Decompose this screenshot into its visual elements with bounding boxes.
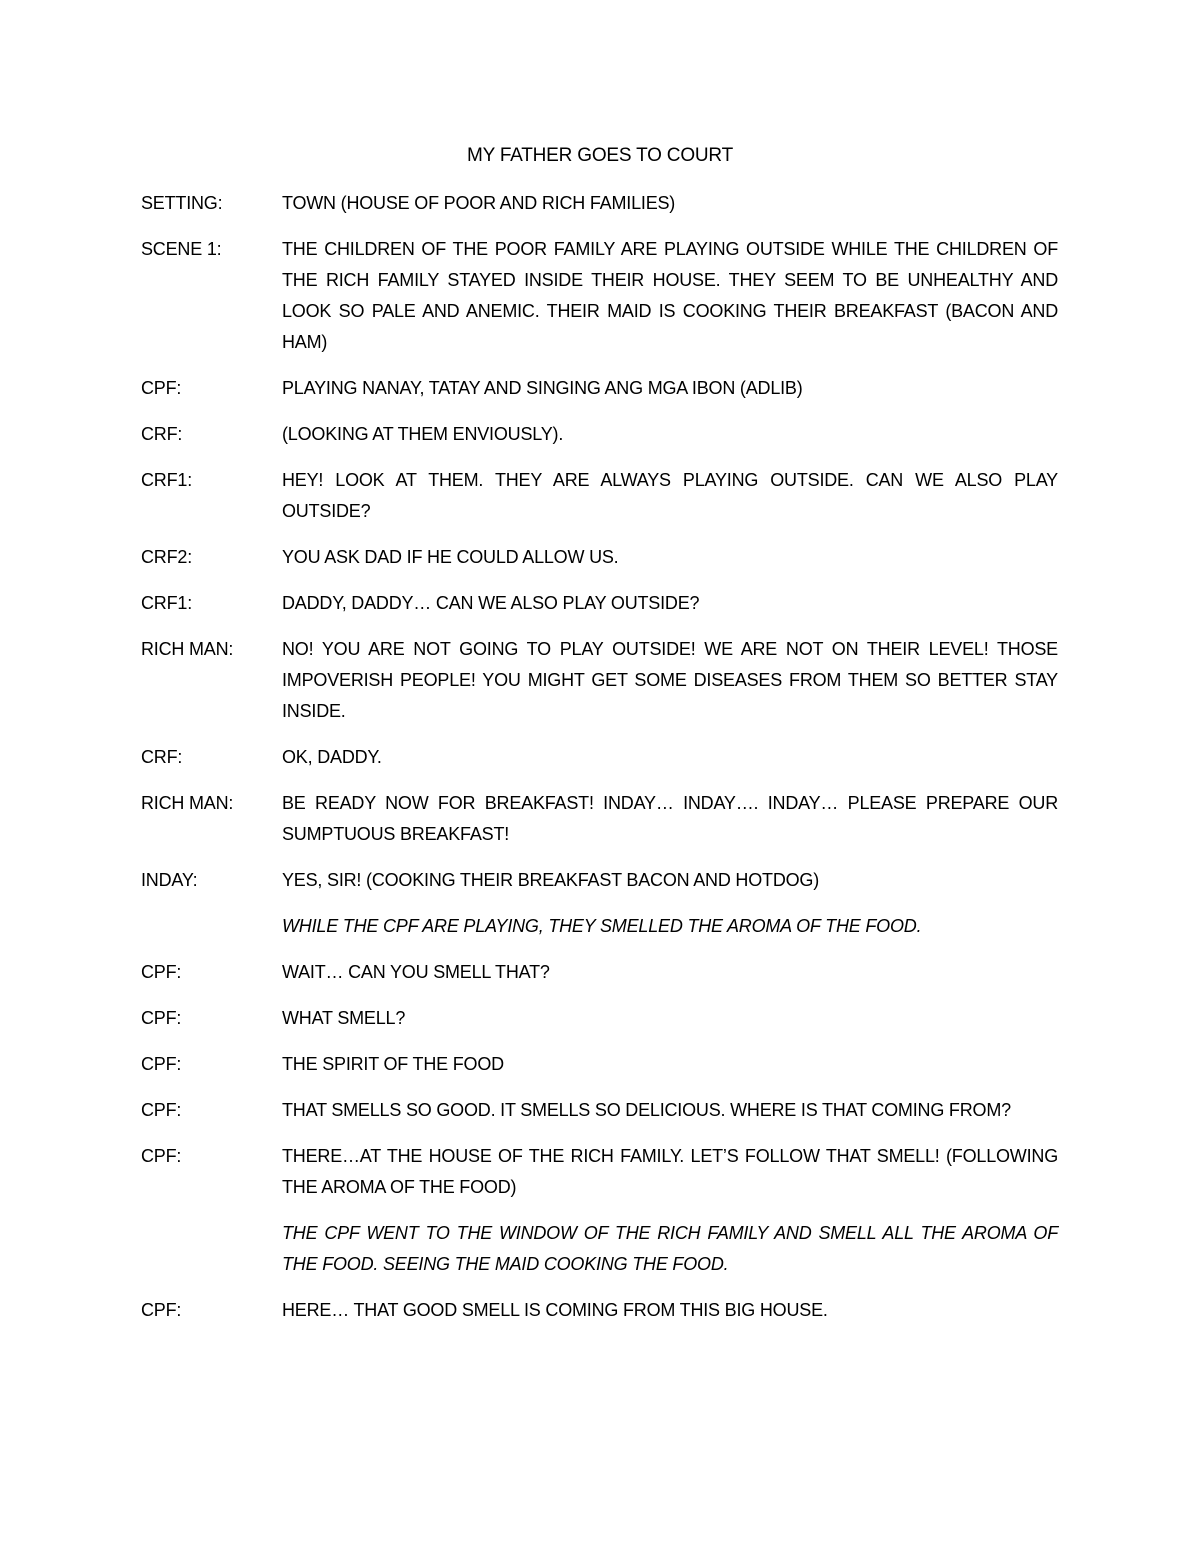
dialogue-text: NO! YOU ARE NOT GOING TO PLAY OUTSIDE! WE ARE NOT ON THEIR LEVEL! THOSE IMPOVERISH PEOPLE! YOU MIGHT GET SOME DISEASES FROM THEM SO BETTER STAY INSIDE. <box>282 639 1058 721</box>
speaker-label: CRF1: <box>141 470 193 490</box>
speaker-label: CPF: <box>141 1300 182 1320</box>
dialogue-text: HEY! LOOK AT THEM. THEY ARE ALWAYS PLAYING OUTSIDE. CAN WE ALSO PLAY OUTSIDE? <box>282 470 1058 521</box>
speaker-label: CRF1: <box>141 593 193 613</box>
dialogue-text: PLAYING NANAY, TATAY AND SINGING ANG MGA IBON (ADLIB) <box>282 378 803 398</box>
dialogue-text: OK, DADDY. <box>282 747 382 767</box>
dialogue-text: BE READY NOW FOR BREAKFAST! INDAY… INDAY…. INDAY… PLEASE PREPARE OUR SUMPTUOUS BREAKFAST! <box>282 793 1058 844</box>
script-entry <box>141 188 1058 219</box>
speaker-label: CPF: <box>141 1054 182 1074</box>
script-entry <box>141 865 1058 896</box>
speaker-label: CPF: <box>141 378 182 398</box>
speaker-label <box>141 911 282 942</box>
dialogue-text: YOU ASK DAD IF HE COULD ALLOW US. <box>282 547 619 567</box>
dialogue-text: YES, SIR! (COOKING THEIR BREAKFAST BACON AND HOTDOG) <box>282 870 820 890</box>
speaker-label: INDAY: <box>141 870 198 890</box>
script-entry <box>141 957 1058 988</box>
dialogue-text: DADDY, DADDY… CAN WE ALSO PLAY OUTSIDE? <box>282 593 700 613</box>
script-entry <box>141 1095 1058 1126</box>
page-title: MY FATHER GOES TO COURT <box>466 145 734 166</box>
stage-direction-text: THE CPF WENT TO THE WINDOW OF THE RICH FAMILY AND SMELL ALL THE AROMA OF THE FOOD. SEEING THE MAID COOKING THE FOOD. <box>282 1223 1058 1274</box>
stage-direction-text: WHILE THE CPF ARE PLAYING, THEY SMELLED THE AROMA OF THE FOOD. <box>282 916 922 936</box>
speaker-label: CPF: <box>141 1008 182 1028</box>
dialogue-text: (LOOKING AT THEM ENVIOUSLY). <box>282 424 564 444</box>
speaker-label: CPF: <box>141 1146 182 1166</box>
speaker-label <box>141 1218 282 1280</box>
speaker-label: CRF: <box>141 424 183 444</box>
stage-direction <box>141 1218 1058 1280</box>
script-entry <box>141 1003 1058 1034</box>
speaker-label: CPF: <box>141 1100 182 1120</box>
script-entry <box>141 373 1058 404</box>
speaker-label: CRF: <box>141 747 183 767</box>
script-entry <box>141 465 1058 527</box>
dialogue-text: THE SPIRIT OF THE FOOD <box>282 1054 504 1074</box>
speaker-label: SCENE 1: <box>141 239 222 259</box>
script-entry <box>141 634 1058 727</box>
script-entry <box>141 588 1058 619</box>
script-entry <box>141 1141 1058 1203</box>
speaker-label: RICH MAN: <box>141 639 234 659</box>
dialogue-text: HERE… THAT GOOD SMELL IS COMING FROM THIS BIG HOUSE. <box>282 1300 828 1320</box>
script-entry <box>141 742 1058 773</box>
dialogue-text: TOWN (HOUSE OF POOR AND RICH FAMILIES) <box>282 193 676 213</box>
script-entry <box>141 1049 1058 1080</box>
dialogue-text: WAIT… CAN YOU SMELL THAT? <box>282 962 550 982</box>
script-body <box>141 188 1058 1341</box>
script-entry <box>141 542 1058 573</box>
script-entry <box>141 1295 1058 1326</box>
script-entry <box>141 419 1058 450</box>
dialogue-text: THERE…AT THE HOUSE OF THE RICH FAMILY. LET’S FOLLOW THAT SMELL! (FOLLOWING THE AROMA OF THE FOOD) <box>282 1146 1058 1197</box>
script-entry <box>141 788 1058 850</box>
dialogue-text: WHAT SMELL? <box>282 1008 406 1028</box>
speaker-label: CRF2: <box>141 547 193 567</box>
script-entry <box>141 234 1058 358</box>
dialogue-text: THAT SMELLS SO GOOD. IT SMELLS SO DELICIOUS. WHERE IS THAT COMING FROM? <box>282 1100 1011 1120</box>
speaker-label: RICH MAN: <box>141 793 234 813</box>
stage-direction <box>141 911 1058 942</box>
dialogue-text: THE CHILDREN OF THE POOR FAMILY ARE PLAYING OUTSIDE WHILE THE CHILDREN OF THE RICH FAMILY STAYED INSIDE THEIR HOUSE. THEY SEEM TO BE UNHEALTHY AND LOOK SO PALE AND ANEMIC. THEIR MAID IS COOKING THEIR BREAKFAST (BACON AND HAM) <box>282 239 1058 352</box>
speaker-label: SETTING: <box>141 193 223 213</box>
speaker-label: CPF: <box>141 962 182 982</box>
